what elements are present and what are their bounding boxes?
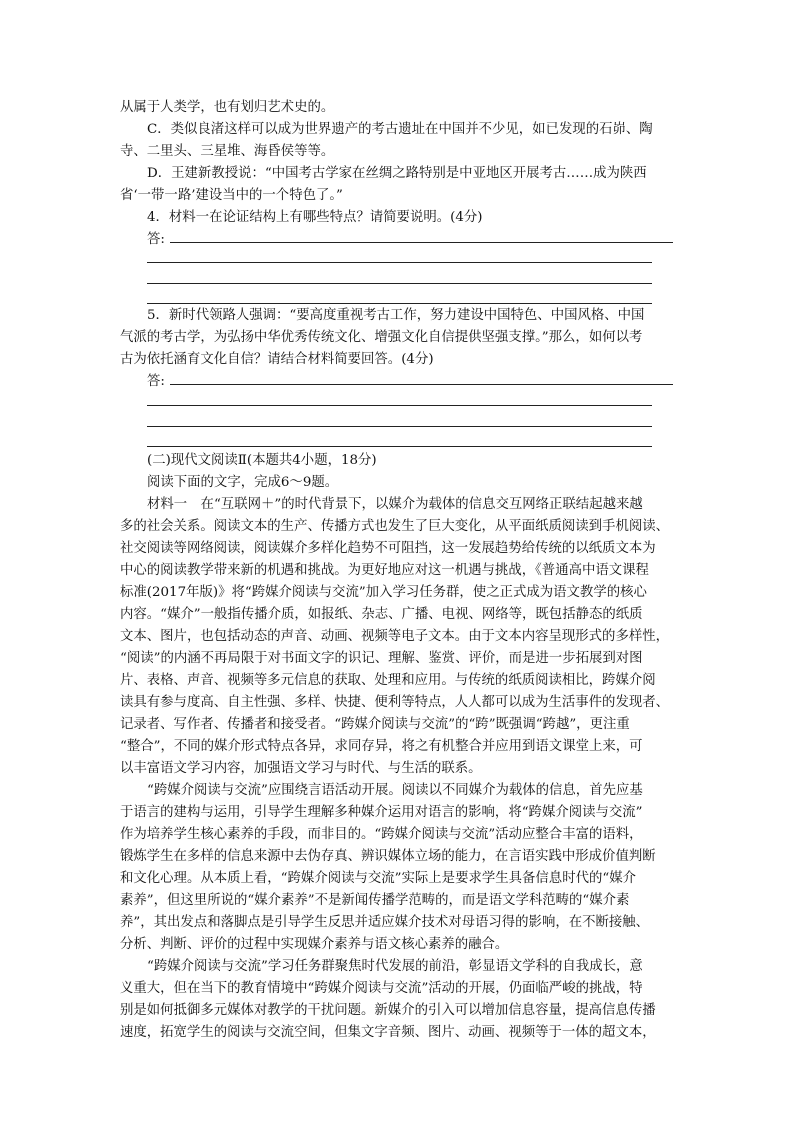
text-line: 古为依托涵育文化自信？请结合材料简要回答。(4分) xyxy=(120,352,434,367)
text-line: 速度，拓宽学生的阅读与交流空间，但集文字音频、图片、动画、视频等于一体的超文本， xyxy=(120,1025,656,1040)
answer-label: 答: xyxy=(147,232,165,247)
text-line: 以丰富语文学习内容，加强语文学习与时代、与生活的联系。 xyxy=(120,761,482,776)
material-one-line: 材料一 在“互联网＋”的时代背景下，以媒介为载体的信息交互网络正联结起越来越 xyxy=(147,497,643,512)
answer-line[interactable] xyxy=(170,384,673,385)
answer-line[interactable] xyxy=(147,283,652,284)
text-line: 中心的阅读教学带来新的机遇和挑战。为更好地应对这一机遇与挑战，《普通高中语文课程 xyxy=(120,563,649,578)
text-line: 记录者、写作者、传播者和接受者。“跨媒介阅读与交流”的“跨”既强调“跨越”，更注重 xyxy=(120,717,630,732)
text-line: 多的社会关系。阅读文本的生产、传播方式也发生了巨大变化，从平面纸质阅读到手机阅读、 xyxy=(120,519,670,534)
question-4: 4．材料一在论证结构上有哪些特点？请简要说明。(4分) xyxy=(147,210,483,225)
option-c-line: C．类似良渚这样可以成为世界遗产的考古遗址在中国并不少见，如已发现的石峁、陶 xyxy=(147,122,653,137)
paragraph-start: “跨媒介阅读与交流”应围绕言语活动开展。阅读以不同媒介为载体的信息，首先应基 xyxy=(147,783,643,798)
paragraph-start: “跨媒介阅读与交流”学习任务群聚焦时代发展的前沿，彰显语文学科的自我成长，意 xyxy=(147,959,643,974)
text-line: 义重大，但在当下的教育情境中“跨媒介阅读与交流”活动的开展，仍面临严峻的挑战，特 xyxy=(120,981,643,996)
instruction-line: 阅读下面的文字，完成6～9题。 xyxy=(147,475,339,490)
answer-line[interactable] xyxy=(147,262,652,263)
text-line: “整合”，不同的媒介形式特点各异，求同存异，将之有机整合并应用到语文课堂上来，可 xyxy=(120,739,643,754)
text-line: 内容。“媒介”一般指传播介质，如报纸、杂志、广播、电视、网络等，既包括静态的纸质 xyxy=(120,607,643,622)
text-line: 读具有参与度高、自主性强、多样、快捷、便利等特点，人人都可以成为生活事件的发现者、 xyxy=(120,695,670,710)
answer-line[interactable] xyxy=(147,405,652,406)
text-line: 素养”，但这里所说的“媒介素养”不是新闻传播学范畴的，而是语文学科范畴的“媒介素 xyxy=(120,893,630,908)
text-line: 文本、图片，也包括动态的声音、动画、视频等电子文本。由于文本内容呈现形式的多样性， xyxy=(120,629,670,644)
text-line: 标准(2017年版)》将“跨媒介阅读与交流”加入学习任务群，使之正式成为语文教学的核心 xyxy=(120,585,647,600)
answer-line[interactable] xyxy=(170,242,673,243)
answer-line[interactable] xyxy=(147,426,652,427)
text-line: 社交阅读等网络阅读，阅读媒介多样化趋势不可阻挡，这一发展趋势给传统的以纸质文本为 xyxy=(120,541,656,556)
text-line: 分析、判断、评价的过程中实现媒介素养与语文核心素养的融合。 xyxy=(120,937,509,952)
text-line: 作为培养学生核心素养的手段，而非目的。“跨媒介阅读与交流”活动应整合丰富的语料， xyxy=(120,827,643,842)
text-line: 别是如何抵御多元媒体对教学的干扰问题。新媒介的引入可以增加信息容量，提高信息传播 xyxy=(120,1003,656,1018)
text-line: 省‘一带一路’建设当中的一个特色了。” xyxy=(120,188,343,203)
answer-line[interactable] xyxy=(147,446,652,447)
text-line: “阅读”的内涵不再局限于对书面文字的识记、理解、鉴赏、评价，而是进一步拓展到对图 xyxy=(120,651,643,666)
text-line: 片、表格、声音、视频等多元信息的获取、处理和应用。与传统的纸质阅读相比，跨媒介阅 xyxy=(120,673,656,688)
answer-label: 答: xyxy=(147,374,165,389)
text-line: 寺、二里头、三星堆、海昏侯等等。 xyxy=(120,144,335,159)
text-line: 和文化心理。从本质上看，“跨媒介阅读与交流”实际上是要求学生具备信息时代的“媒介 xyxy=(120,871,636,886)
text-line: 从属于人类学，也有划归艺术史的。 xyxy=(120,100,335,115)
text-line: 锻炼学生在多样的信息来源中去伪存真、辨识媒体立场的能力，在言语实践中形成价值判断 xyxy=(120,849,656,864)
option-d-line: D．王建新教授说：“中国考古学家在丝绸之路特别是中亚地区开展考古……成为陕西 xyxy=(147,166,647,181)
answer-line[interactable] xyxy=(147,303,652,304)
text-line: 养”，其出发点和落脚点是引导学生反思并适应媒介技术对母语习得的影响，在不断接触、 xyxy=(120,915,650,930)
section-heading: (二)现代文阅读Ⅱ(本题共4小题，18分) xyxy=(147,453,377,468)
text-line: 于语言的建构与运用，引导学生理解多种媒介运用对语言的影响，将“跨媒介阅读与交流” xyxy=(120,805,643,820)
text-line: 气派的考古学，为弘扬中华优秀传统文化、增强文化自信提供坚强支撑。”那么，如何以考 xyxy=(120,330,643,345)
question-5: 5．新时代领路人强调：“要高度重视考古工作，努力建设中国特色、中国风格、中国 xyxy=(147,308,645,323)
